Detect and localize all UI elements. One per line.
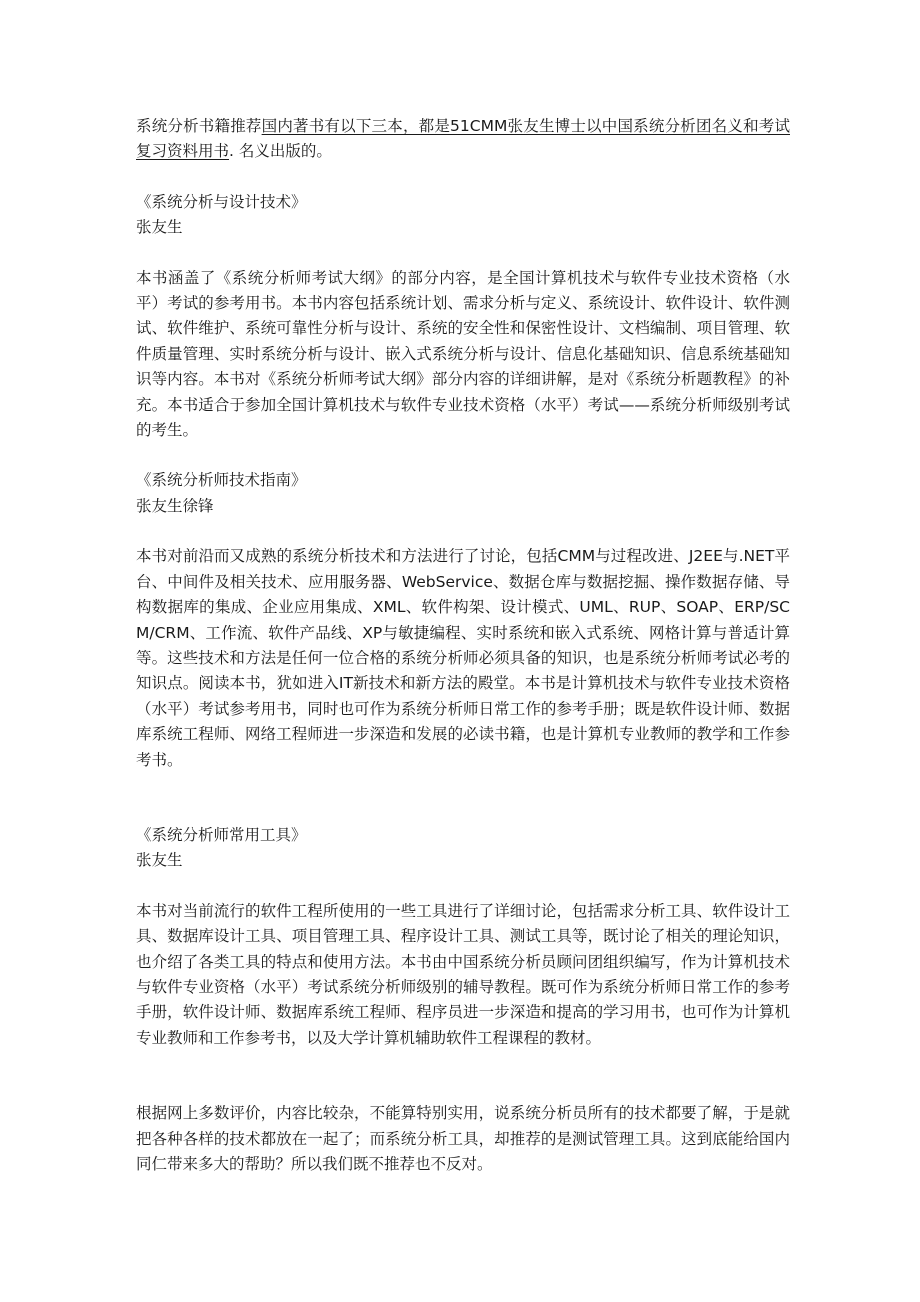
spacer	[136, 1051, 790, 1101]
book-description: 本书涵盖了《系统分析师考试大纲》的部分内容，是全国计算机技术与软件专业技术资格（水平）考试的参考用书。本书内容包括系统计划、需求分析与定义、系统设计、软件设计、软件测试、软件维护、系统可靠性分析与设计、系统的安全性和保密性设计、文档编制、项目管理、软件质量管理、实时系统分析与设计、嵌入式系统分析与设计、信息化基础知识、信息系统基础知识等内容。本书对《系统分析师考试大纲》部分内容的详细讲解，是对《系统分析题教程》的补充。本书适合于参加全国计算机技术与软件专业技术资格（水平）考试——系统分析师级别考试的考生。	[136, 268, 790, 440]
book-author: 张友生	[136, 218, 183, 237]
document-body	[136, 114, 790, 1177]
book-title: 《系统分析师技术指南》	[136, 471, 307, 490]
book-description: 本书对前沿而又成熟的系统分析技术和方法进行了讨论，包括CMM与过程改进、J2EE与.NET平台、中间件及相关技术、应用服务器、WebService、数据仓库与数据挖掘、操作数据存储、导构数据库的集成、企业应用集成、XML、软件构架、设计模式、UML、RUP、SOAP、ERP/SCM/CRM、工作流、软件产品线、XP与敏捷编程、实时系统和嵌入式系统、网格计算与普适计算等。这些技术和方法是任何一位合格的系统分析师必须具备的知识，也是系统分析师考试必考的知识点。阅读本书，犹如进入IT新技术和新方法的殿堂。本书是计算机技术与软件专业技术资格（水平）考试参考用书，同时也可作为系统分析师日常工作的参考手册；既是软件设计师、数据库系统工程师、网络工程师进一步深造和发展的必读书籍，也是计算机专业教师的教学和工作参考书。	[136, 547, 790, 769]
spacer	[136, 241, 790, 266]
intro-paragraph	[136, 114, 790, 165]
book-section-1	[136, 190, 790, 444]
book-section-2	[136, 468, 790, 772]
spacer	[136, 874, 790, 899]
book-section-3	[136, 823, 790, 1051]
intro-lead: 系统分析书籍推荐	[136, 117, 262, 135]
book-title: 《系统分析与设计技术》	[136, 192, 307, 211]
book-author: 张友生徐锋	[136, 496, 214, 515]
spacer	[136, 443, 790, 468]
intro-underlined-text: 国内著书有以下三本，都是51CMM张友生博士以中国系统分析团名义和考试复习资料用书	[136, 117, 790, 161]
book-author: 张友生	[136, 851, 183, 870]
spacer	[136, 165, 790, 190]
spacer	[136, 519, 790, 544]
spacer	[136, 773, 790, 823]
book-title: 《系统分析师常用工具》	[136, 825, 307, 844]
book-description: 本书对当前流行的软件工程所使用的一些工具进行了详细讨论，包括需求分析工具、软件设计工具、数据库设计工具、项目管理工具、程序设计工具、测试工具等，既讨论了相关的理论知识，也介绍了各类工具的特点和使用方法。本书由中国系统分析员顾问团组织编写，作为计算机技术与软件专业资格（水平）考试系统分析师级别的辅导教程。既可作为系统分析师日常工作的参考手册，软件设计师、数据库系统工程师、程序员进一步深造和提高的学习用书，也可作为计算机专业教师和工作参考书，以及大学计算机辅助软件工程课程的教材。	[136, 901, 790, 1047]
conclusion-paragraph: 根据网上多数评价，内容比较杂，不能算特别实用，说系统分析员所有的技术都要了解，于是就把各种各样的技术都放在一起了；而系统分析工具，却推荐的是测试管理工具。这到底能给国内同仁带来多大的帮助？所以我们既不推荐也不反对。	[136, 1104, 790, 1173]
intro-tail: . 名义出版的。	[229, 142, 332, 161]
